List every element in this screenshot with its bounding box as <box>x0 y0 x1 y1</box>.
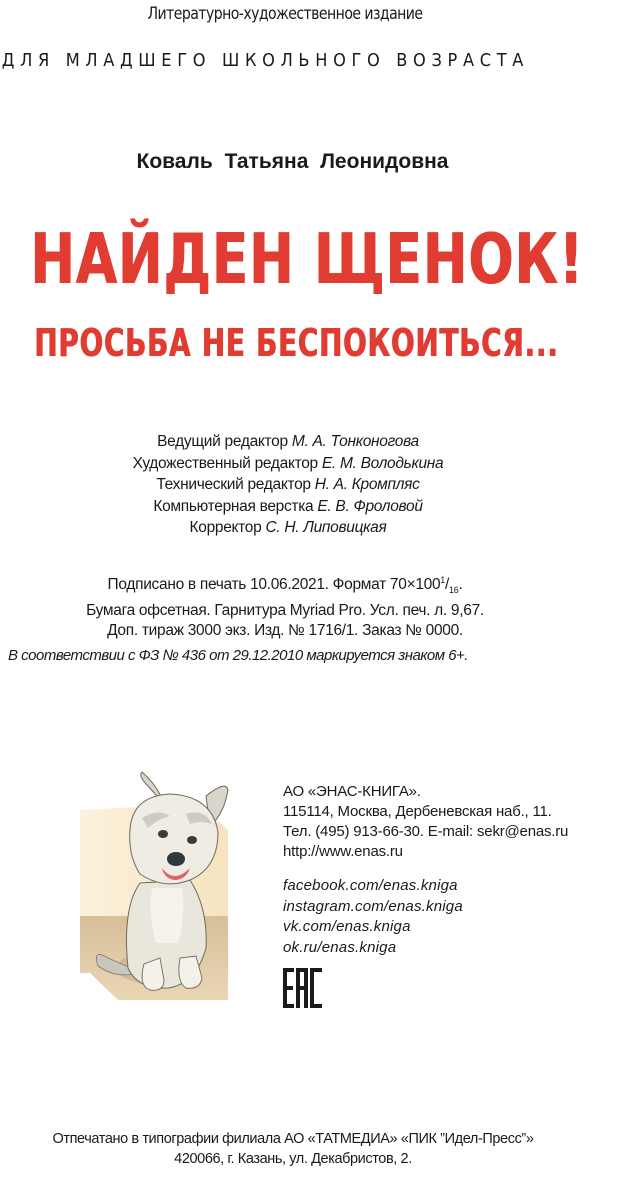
imprint-line-3: Доп. тираж 3000 экз. Изд. № 1716/1. Заказ № 0000. <box>107 622 463 639</box>
facebook-link[interactable]: facebook.com/enas.kniga <box>283 877 458 894</box>
publisher-name: АО «ЭНАС-КНИГА». <box>283 783 421 800</box>
imprint-block <box>0 570 570 642</box>
vk-link[interactable]: vk.com/enas.kniga <box>283 918 411 935</box>
age-group-label: ДЛЯ МЛАДШЕГО ШКОЛЬНОГО ВОЗРАСТА <box>1 50 530 71</box>
eac-mark-icon <box>283 968 323 1008</box>
format-slash: / <box>445 576 450 593</box>
social-links <box>283 876 463 958</box>
credit-role: Художественный редактор <box>132 454 318 472</box>
credit-role: Ведущий редактор <box>157 433 288 450</box>
publisher-website-link[interactable]: http://www.enas.ru <box>283 843 403 860</box>
publisher-address: 115114, Москва, Дербеневская наб., 11. <box>283 803 552 820</box>
credit-line <box>0 453 576 475</box>
credit-person: С. Н. Липовицкая <box>265 519 387 536</box>
law-notice: В соответствии с ФЗ № 436 от 29.12.2010 маркируется знаком 6+. <box>8 647 468 664</box>
credit-role: Технический редактор <box>156 476 311 493</box>
credit-line <box>0 517 576 539</box>
author-name: Коваль Татьяна Леонидовна <box>136 150 449 173</box>
puppy-illustration <box>78 768 274 1012</box>
imprint-text: . <box>458 576 463 593</box>
ok-link[interactable]: ok.ru/enas.kniga <box>283 938 397 956</box>
credit-person: М. А. Тонконогова <box>291 433 419 450</box>
publisher-contacts: Тел. (495) 913-66-30. E-mail: sekr@enas.ru <box>283 823 569 840</box>
credit-person: Е. В. Фроловой <box>317 497 423 515</box>
credit-person: Е. М. Володькина <box>321 454 444 472</box>
credit-role: Корректор <box>189 519 262 536</box>
instagram-link[interactable]: instagram.com/enas.kniga <box>283 897 463 915</box>
book-title: НАЙДЕН ЩЕНОК! <box>30 218 584 301</box>
printer-info <box>0 1130 586 1169</box>
printer-line-2: 420066, г. Казань, ул. Декабристов, 2. <box>174 1150 412 1167</box>
book-subtitle: ПРОСЬБА НЕ БЕСПОКОИТЬСЯ... <box>34 320 559 366</box>
credit-role: Компьютерная верстка <box>153 497 314 515</box>
imprint-line-2: Бумага офсетная. Гарнитура Myriad Pro. Усл. печ. л. 9,67. <box>86 601 484 619</box>
imprint-text: Подписано в печать 10.06.2021. Формат 70×100 <box>107 576 441 593</box>
credit-person: Н. А. Кромпляс <box>314 476 420 493</box>
credits-block <box>0 431 576 539</box>
format-numerator: 1 <box>440 575 446 585</box>
imprint-line-1 <box>0 570 570 601</box>
publisher-info <box>283 782 568 862</box>
format-denominator: 16 <box>449 585 459 595</box>
credit-line <box>0 474 576 496</box>
series-label: Литературно-художественное издание <box>147 4 423 24</box>
credit-line <box>0 496 576 518</box>
credit-line <box>0 431 576 453</box>
printer-line-1: Отпечатано в типографии филиала АО «ТАТМЕДИА» «ПИК ”Идел-Пресс”» <box>52 1131 534 1147</box>
